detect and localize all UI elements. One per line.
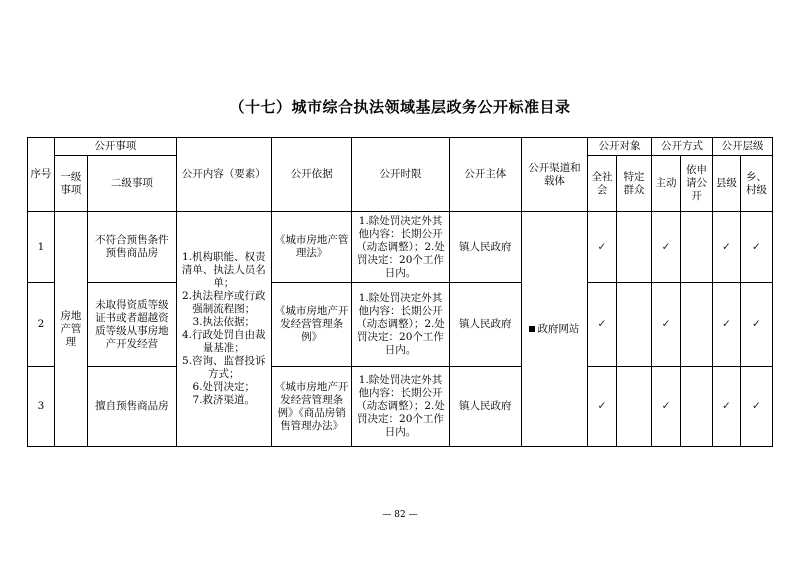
header-channel: 公开渠道和载体	[521, 138, 587, 212]
row-deadline: 1.除处罚决定外其他内容：长期公开（动态调整）；2.处罚决定：20个工作日内。	[352, 212, 449, 283]
table-row	[28, 212, 773, 283]
check-mark: ✓	[588, 283, 617, 367]
header-level: 公开层级	[713, 138, 773, 156]
row-seq: 1	[28, 212, 55, 283]
header-seq: 序号	[28, 138, 55, 212]
header-method: 公开方式	[652, 138, 713, 156]
check-mark: ✓	[713, 212, 741, 283]
header-deadline: 公开时限	[352, 138, 449, 212]
row-level2: 擅自预售商品房	[87, 367, 176, 447]
page-number: — 82 —	[382, 510, 418, 520]
row-basis: 《城市房地产开发经营管理条例》	[271, 283, 352, 367]
header-target-all: 全社会	[588, 156, 617, 212]
header-subject: 公开主体	[449, 138, 521, 212]
channel-cell	[521, 212, 587, 447]
check-mark: ✓	[652, 367, 681, 447]
channel-value: 政府网站	[537, 322, 580, 335]
row-subject: 镇人民政府	[449, 367, 521, 447]
empty-cell	[616, 367, 651, 447]
header-public-items: 公开事项	[54, 138, 176, 156]
page-title: （十七）城市综合执法领域基层政务公开标准目录	[229, 98, 571, 116]
header-level-township: 乡、村级	[740, 156, 772, 212]
check-mark: ✓	[740, 212, 772, 283]
row-level2: 不符合预售条件预售商品房	[87, 212, 176, 283]
header-target: 公开对象	[588, 138, 652, 156]
check-mark: ✓	[652, 212, 681, 283]
check-mark: ✓	[588, 367, 617, 447]
check-mark: ✓	[740, 283, 772, 367]
header-basis: 公开依据	[271, 138, 352, 212]
category-cell: 房地产管理	[54, 212, 87, 447]
header-level-county: 县级	[713, 156, 741, 212]
shared-content-cell: 1.机构职能、权责清单、执法人员名单； 2.执法程序或行政强制流程图； 3.执法依据； 4.行政处罚自由裁量基准； 5.咨询、监督投诉方式； 6.处罚决定； 7.救济渠道。	[176, 212, 271, 447]
check-mark: ✓	[588, 212, 617, 283]
check-mark: ✓	[713, 283, 741, 367]
check-mark: ✓	[713, 367, 741, 447]
row-subject: 镇人民政府	[449, 283, 521, 367]
header-target-specific: 特定群众	[616, 156, 651, 212]
row-seq: 2	[28, 283, 55, 367]
row-basis: 《城市房地产开发经营管理条例》《商品房销售管理办法》	[271, 367, 352, 447]
square-bullet-icon	[529, 326, 535, 332]
row-subject: 镇人民政府	[449, 212, 521, 283]
check-mark: ✓	[740, 367, 772, 447]
header-method-active: 主动	[652, 156, 681, 212]
empty-cell	[616, 212, 651, 283]
table-row	[28, 283, 773, 367]
empty-cell	[680, 367, 712, 447]
header-level2: 二级事项	[87, 156, 176, 212]
empty-cell	[616, 283, 651, 367]
empty-cell	[680, 283, 712, 367]
header-content: 公开内容（要素）	[176, 138, 271, 212]
empty-cell	[680, 212, 712, 283]
row-deadline: 1.除处罚决定外其他内容：长期公开（动态调整）；2.处罚决定：20个工作日内。	[352, 283, 449, 367]
check-mark: ✓	[652, 283, 681, 367]
row-seq: 3	[28, 367, 55, 447]
table-row	[28, 367, 773, 447]
header-method-request: 依申请公开	[680, 156, 712, 212]
disclosure-table	[27, 137, 773, 447]
row-level2: 未取得资质等级证书或者超越资质等级从事房地产开发经营	[87, 283, 176, 367]
row-basis: 《城市房地产管理法》	[271, 212, 352, 283]
header-level1: 一级事项	[54, 156, 87, 212]
row-deadline: 1.除处罚决定外其他内容：长期公开（动态调整）；2.处罚决定：20个工作日内。	[352, 367, 449, 447]
